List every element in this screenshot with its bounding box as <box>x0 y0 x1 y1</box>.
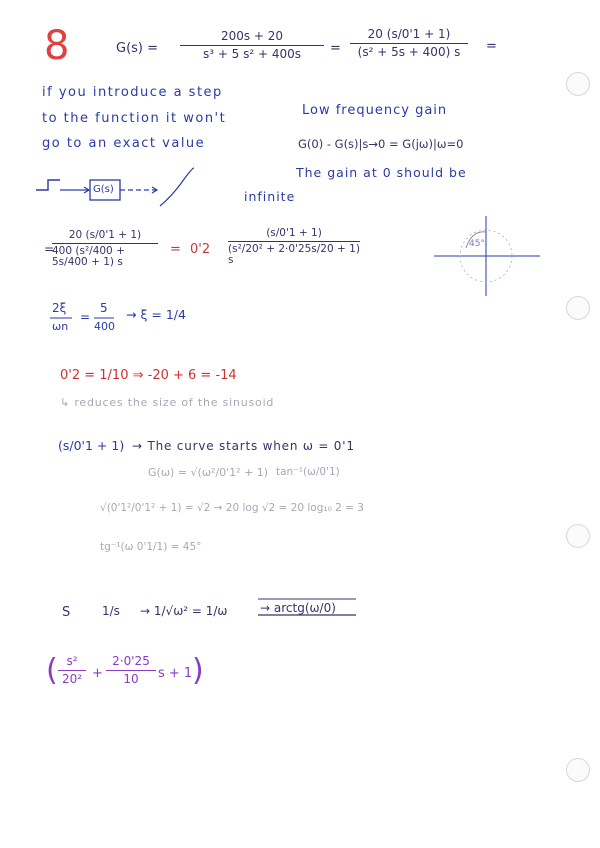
eq2-lead-bar <box>52 243 158 244</box>
eq1-denominator: s³ + 5 s² + 400s <box>202 46 302 61</box>
svg-text:45°: 45° <box>469 239 485 249</box>
eq2-lead-numerator: 20 (s/0'1 + 1) <box>68 229 142 241</box>
curve-line-a: √(0'1²/0'1² + 1) = √2 → 20 log √2 = 20 log₁₀ 2 = 3 <box>100 502 364 514</box>
curve-factor: (s/0'1 + 1) <box>58 438 125 453</box>
eq2-rhs-fraction <box>228 228 360 266</box>
left-note-line-1: if you introduce a step <box>42 85 223 100</box>
eq3-left-denominator: ωn <box>52 320 69 333</box>
eq2-lead-fraction <box>52 230 158 268</box>
purple-term2-den: 10 <box>123 671 139 686</box>
eq2-rhs-denominator: (s²/20² + 2·0'25s/20 + 1) s <box>228 243 360 267</box>
purple-tail: s + 1 <box>158 666 193 681</box>
red-gain-note: 0'2 = 1/10 ⇒ -20 + 6 = -14 <box>60 368 237 383</box>
purple-close-paren: ) <box>192 653 204 688</box>
eq3-equals: = <box>80 310 91 324</box>
purple-term1-num: s² <box>66 654 78 668</box>
output-curve <box>160 168 194 206</box>
problem-number: 8 <box>44 23 70 69</box>
eq3-right-denominator: 400 <box>94 320 115 333</box>
eq2-rhs-bar <box>228 241 360 242</box>
curve-line-b: tg⁻¹(ω 0'1/1) = 45° <box>100 541 202 553</box>
eq2-equals: = <box>170 242 181 257</box>
gain-note-line-1: The gain at 0 should be <box>296 165 467 180</box>
eq2-lead-denominator: 400 (s²/400 + 5s/400 + 1) s <box>52 245 125 269</box>
eq2-lead-equals: = <box>44 242 55 256</box>
left-note-line-2: to the function it won't <box>42 111 227 126</box>
eq1-rhs-denominator: (s² + 5s + 400) s <box>357 44 461 59</box>
eq3-right-numerator: 5 <box>100 301 108 315</box>
eq1-trailing-equals: = <box>486 39 497 54</box>
purple-term1 <box>58 655 86 685</box>
eq3-left-numerator: 2ξ <box>52 301 67 315</box>
eq4-boxed: → arctg(ω/0) <box>260 601 336 615</box>
purple-term1-den: 20² <box>61 671 83 686</box>
step-symbol <box>36 180 60 190</box>
eq1-rhs-numerator: 20 (s/0'1 + 1) <box>367 27 451 41</box>
eq1-numerator: 200s + 20 <box>220 29 284 43</box>
curve-comment: → The curve starts when ω = 0'1 <box>132 439 355 453</box>
low-frequency-gain-title: Low frequency gain <box>302 103 448 118</box>
eq4-b: → 1/√ω² = 1/ω <box>140 604 228 618</box>
purple-term1-bar <box>58 670 86 671</box>
purple-term2-num: 2·0'25 <box>112 654 150 668</box>
eq1-equals: = <box>330 41 341 56</box>
low-frequency-gain-formula: G(0) - G(s)|s→0 = G(jω)|ω=0 <box>298 137 464 151</box>
curve-g-omega: G(ω) = √(ω²/0'1² + 1) <box>148 466 269 479</box>
eq4-a: 1/s <box>102 604 120 618</box>
curve-phase: tan⁻¹(ω/0'1) <box>276 466 340 478</box>
purple-open-paren: ( <box>46 653 58 688</box>
eq4-label: S <box>62 605 71 620</box>
eq3-result: → ξ = 1/4 <box>126 307 186 322</box>
block-label: G(s) <box>93 184 114 195</box>
faint-sinusoid-note: ↳ reduces the size of the sinusoid <box>60 396 275 409</box>
purple-plus: + <box>92 666 103 681</box>
purple-term2-bar <box>106 670 156 671</box>
purple-term2 <box>106 655 156 685</box>
eq2-gain: 0'2 <box>190 242 211 257</box>
eq1-lhs: G(s) = <box>116 41 159 56</box>
gain-note-line-2: infinite <box>244 189 296 204</box>
eq2-rhs-numerator: (s/0'1 + 1) <box>266 227 322 239</box>
left-note-line-3: go to an exact value <box>42 136 206 151</box>
